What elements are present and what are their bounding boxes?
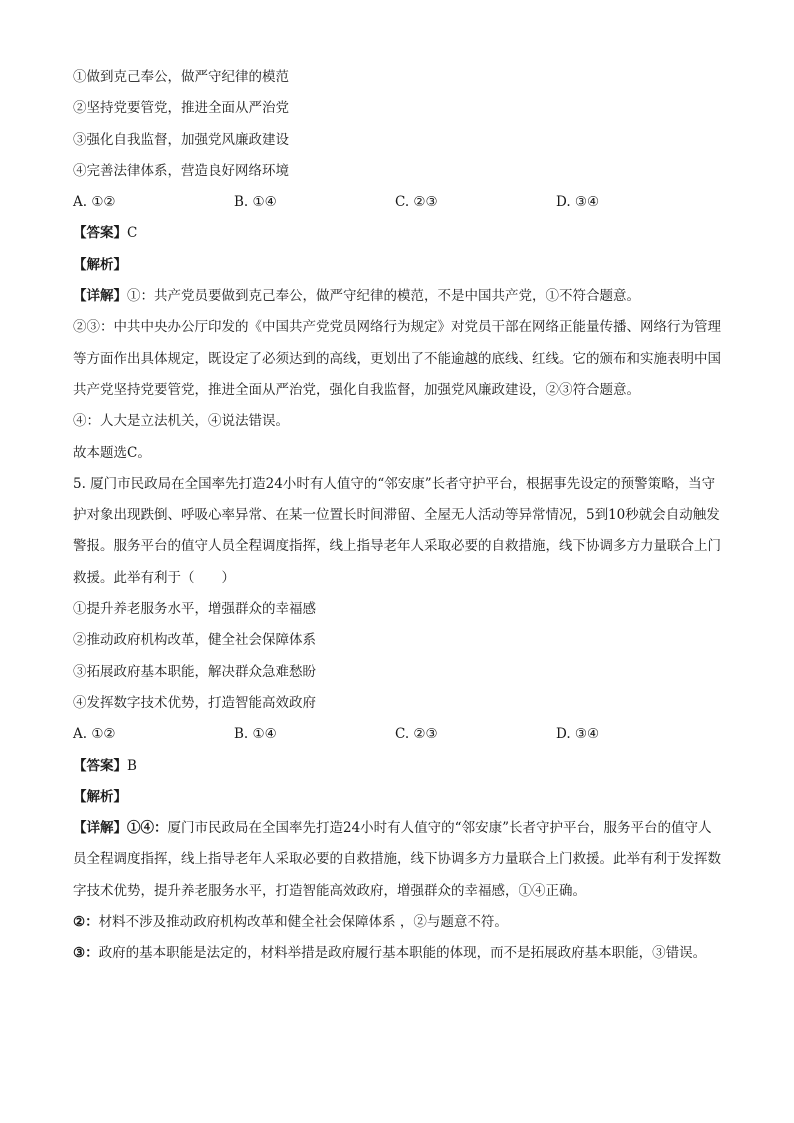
q5-detail-tag: 【详解】 — [73, 820, 127, 837]
q4-analysis-tag: 【解析】 — [73, 256, 127, 273]
q4-conclusion: 故本题选C。 — [73, 444, 151, 461]
q5-option-b: B. ①④ — [234, 726, 277, 743]
q4-answer-tag: 【答案】 — [73, 225, 127, 242]
q5-option-a: A. ①② — [73, 726, 116, 743]
q4-answer-value: C — [127, 225, 138, 242]
q5-detail-14-text: 厦门市民政局在全国率先打造24小时有人值守的“邻安康”长者守护平台，服务平台的值守人员全程调度指挥，线上指导老年人采取必要的自救措施，线下协调多方力量联合上门救援。此举有利于发挥数字技术优势，提升养老服务水平，打造智能高效政府，增强群众的幸福感，①④正确。 — [73, 820, 721, 899]
q4-option-b: B. ①④ — [234, 194, 277, 211]
q5-stem: 5. 厦门市民政局在全国率先打造24小时有人值守的“邻安康”长者守护平台，根据事先设定的预警策略，当守护对象出现跌倒、呼吸心率异常、在某一位置长时间滞留、全屋无人活动等异常情况，5到10秒就会自动触发警报。服务平台的值守人员全程调度指挥，线上指导老年人采取必要的自救措施，线下协调多方力量联合上门救援。此举有利于（ ） — [73, 475, 721, 586]
q5-item-1: ①提升养老服务水平，增强群众的幸福感 — [73, 601, 316, 618]
q5-options — [73, 719, 723, 750]
q4-answer — [73, 218, 723, 249]
q4-detail-4: ④：人大是立法机关，④说法错误。 — [73, 413, 289, 430]
q5-detail-2-text: 材料不涉及推动政府机构改革和健全社会保障体系 ，②与题意不符。 — [98, 914, 508, 931]
q4-option-d: D. ③④ — [556, 194, 600, 211]
q5-answer-tag: 【答案】 — [73, 757, 127, 774]
q4-item-4: ④完善法律体系，营造良好网络环境 — [73, 162, 289, 179]
q5-detail-14 — [73, 813, 723, 907]
q5-detail-3 — [73, 938, 723, 969]
q5-option-c: C. ②③ — [395, 726, 438, 743]
q5-option-d: D. ③④ — [556, 726, 600, 743]
q4-options — [73, 187, 723, 218]
q5-item-3: ③拓展政府基本职能，解决群众急难愁盼 — [73, 663, 316, 680]
q5-item-4: ④发挥数字技术优势，打造智能高效政府 — [73, 694, 316, 711]
q4-option-a: A. ①② — [73, 194, 116, 211]
q5-detail-14-label: ①④： — [127, 820, 168, 837]
q4-detail-tag: 【详解】 — [73, 288, 127, 305]
q5-detail-2 — [73, 907, 723, 938]
q5-answer-value: B — [127, 757, 137, 774]
q5-detail-3-label: ③： — [73, 945, 99, 962]
q4-detail-first: ①：共产党员要做到克己奉公，做严守纪律的模范，不是中国共产党，①不符合题意。 — [127, 288, 640, 305]
q4-option-c: C. ②③ — [395, 194, 438, 211]
q4-detail-1 — [73, 281, 723, 312]
q4-item-1: ①做到克己奉公，做严守纪律的模范 — [73, 69, 289, 85]
q5-analysis-tag: 【解析】 — [73, 788, 127, 805]
q4-item-2: ②坚持党要管党，推进全面从严治党 — [73, 100, 289, 117]
q5-detail-2-label: ②： — [73, 914, 99, 931]
q4-detail-23: ②③：中共中央办公厅印发的《中国共产党党员网络行为规定》对党员干部在网络正能量传播、网络行为管理等方面作出具体规定，既设定了必须达到的高线，更划出了不能逾越的底线、红线。它的颁布和实施表明中国共产党坚持党要管党，推进全面从严治党，强化自我监督，加强党风廉政建设，②③符合题意。 — [73, 319, 721, 398]
q5-item-2: ②推动政府机构改革，健全社会保障体系 — [73, 632, 316, 649]
q5-answer — [73, 751, 723, 782]
q5-detail-3-text: 政府的基本职能是法定的，材料举措是政府履行基本职能的体现，而不是拓展政府基本职能，③错误。 — [98, 945, 707, 962]
q4-item-3: ③强化自我监督，加强党风廉政建设 — [73, 131, 289, 148]
document-content — [73, 62, 723, 970]
